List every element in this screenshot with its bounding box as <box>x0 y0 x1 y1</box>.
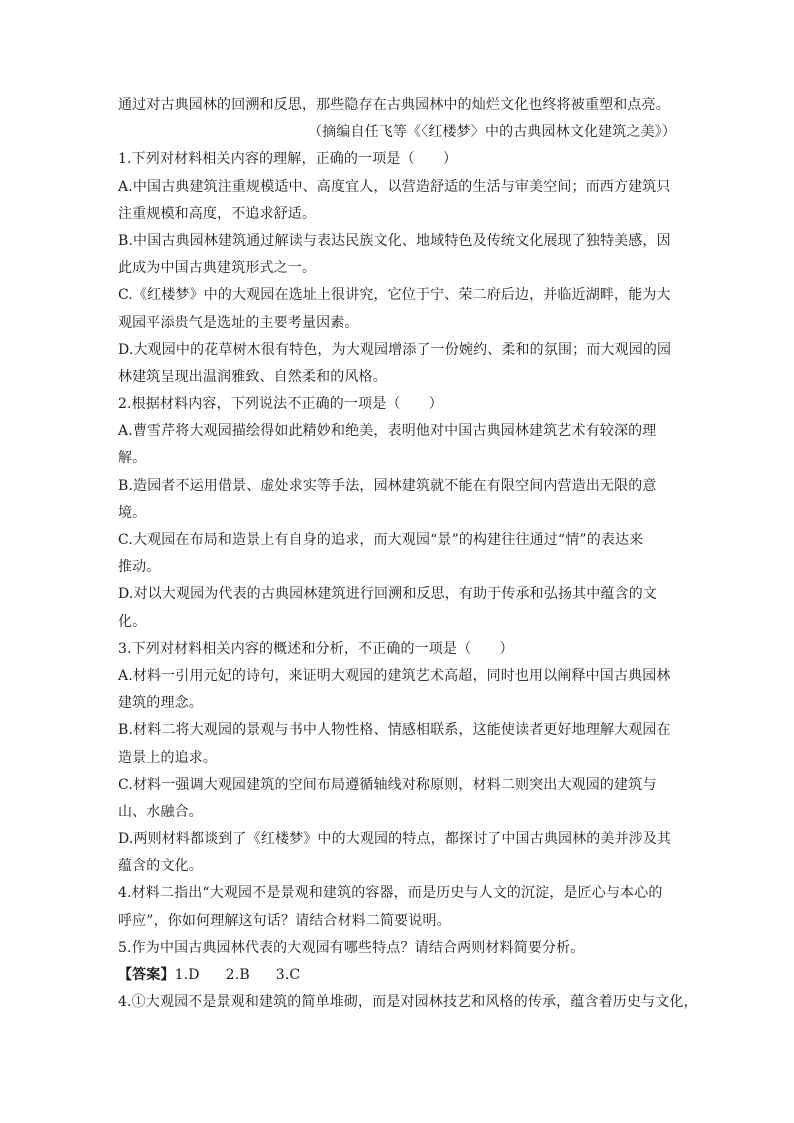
question-1-option-d-line-2: 林建筑呈现出温润雅致、自然柔和的风格。 <box>118 368 387 385</box>
question-3-option-a-line-1: A.材料一引用元妃的诗句，来证明大观园的建筑艺术高超，同时也用以阐释中国古典园林 <box>118 667 671 684</box>
question-3-option-c-line-2: 山、水融合。 <box>118 803 203 820</box>
question-2-option-c-line-1: C.大观园在布局和造景上有自身的追求，而大观园“景”的构建往往通过“情”的表达来 <box>118 532 644 548</box>
question-2-option-a-line-1: A.曹雪芹将大观园描绘得如此精妙和绝美，表明他对中国古典园林建筑艺术有较深的理 <box>118 423 657 440</box>
question-1-option-b-line-1: B.中国古典园林建筑通过解读与表达民族文化、地域特色及传统文化展现了独特美感，因 <box>118 232 671 249</box>
question-2-option-a-line-2: 解。 <box>118 450 147 467</box>
document-body <box>118 92 698 1016</box>
answer-2: 2.B <box>225 967 250 983</box>
question-2-option-d-line-1: D.对以大观园为代表的古典园林建筑进行回溯和反思，有助于传承和弘扬其中蕴含的文 <box>118 586 658 603</box>
question-1-option-b-line-2: 此成为中国古典建筑形式之一。 <box>118 260 317 277</box>
answer-1: 1.D <box>174 967 200 983</box>
question-1-option-a-line-1: A.中国古典建筑注重规模适中、高度宜人，以营造舒适的生活与审美空间；而西方建筑只 <box>118 178 671 195</box>
question-2-option-d-line-2: 化。 <box>118 613 147 630</box>
question-1-stem: 1.下列对材料相关内容的理解，正确的一项是（ ） <box>118 151 458 168</box>
answer-tag: 【答案】 <box>118 967 175 983</box>
question-2-option-b-line-2: 境。 <box>118 504 147 521</box>
question-3-option-b-line-1: B.材料二将大观园的景观与书中人物性格、情感相联系，这能使读者更好地理解大观园在 <box>118 722 671 739</box>
intro-line: 通过对古典园林的回溯和反思，那些隐存在古典园林中的灿烂文化也终将被重塑和点亮。 <box>118 97 670 113</box>
question-3-option-d-line-1: D.两则材料都谈到了《红楼梦》中的大观园的特点，都探讨了中国古典园林的美并涉及其 <box>118 831 672 848</box>
question-1-option-d-line-1: D.大观园中的花草树木很有特色，为大观园增添了一份婉约、柔和的氛围；而大观园的园 <box>118 341 672 358</box>
answer-4-line-1: 4.①大观园不是景观和建筑的简单堆砌，而是对园林技艺和风格的传承，蕴含着历史与文化， <box>118 994 698 1011</box>
answer-3: 3.C <box>275 967 301 983</box>
question-3-option-b-line-2: 造景上的追求。 <box>118 749 218 766</box>
question-3-option-a-line-2: 建筑的理念。 <box>118 695 203 712</box>
question-1-option-a-line-2: 注重规模和高度，不追求舒适。 <box>118 205 317 222</box>
question-2-stem: 2.根据材料内容，下列说法不正确的一项是（ ） <box>118 396 443 413</box>
question-1-option-c-line-2: 观园平添贵气是选址的主要考量因素。 <box>118 314 359 331</box>
question-2-option-b-line-1: B.造园者不运用借景、虚处求实等手法，园林建筑就不能在有限空间内营造出无限的意 <box>118 477 657 494</box>
question-4-line-2: 呼应”，你如何理解这句话？请结合材料二简要说明。 <box>118 912 451 929</box>
question-4-line-1: 4.材料二指出“大观园不是景观和建筑的容器，而是历史与人文的沉淀，是匠心与本心的 <box>118 885 663 902</box>
question-5: 5.作为中国古典园林代表的大观园有哪些特点？请结合两则材料简要分析。 <box>118 939 585 956</box>
question-3-option-d-line-2: 蕴含的文化。 <box>118 858 203 875</box>
question-1-option-c-line-1: C.《红楼梦》中的大观园在选址上很讲究，它位于宁、荣二府后边，并临近湖畔，能为大 <box>118 287 671 304</box>
question-2-option-c-line-2: 推动。 <box>118 559 161 576</box>
question-3-option-c-line-1: C.材料一强调大观园建筑的空间布局遵循轴线对称原则，材料二则突出大观园的建筑与 <box>118 776 657 793</box>
source-citation: （摘编自任飞等《〈红楼梦〉中的古典园林文化建筑之美》） <box>308 124 677 141</box>
answer-row <box>118 962 680 989</box>
question-3-stem: 3.下列对材料相关内容的概述和分析，不正确的一项是（ ） <box>118 640 514 657</box>
